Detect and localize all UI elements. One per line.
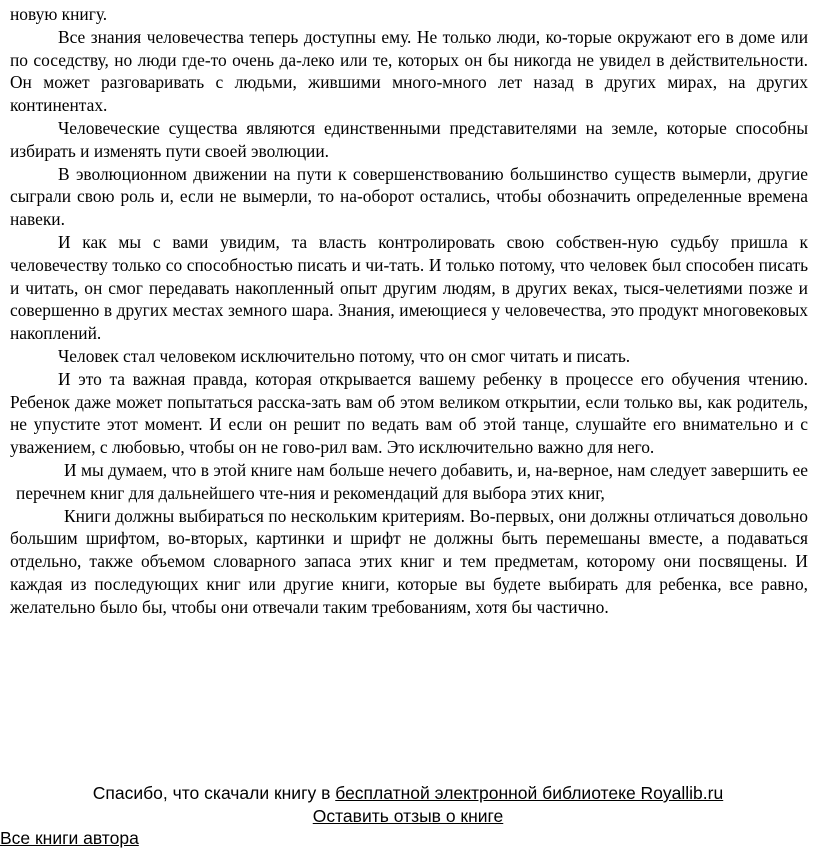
review-link[interactable]: Оставить отзыв о книге <box>312 806 504 826</box>
document-body <box>10 3 808 619</box>
paragraph: Все знания человечества теперь доступны ему. Не только люди, ко-торые окружают его в доме или по соседству, но люди где-то очень да-леко или те, которых он бы никогда не увидел в действительности. Он может разговаривать с людьми, жившими много-много лет назад в других мирах, на других континентах. <box>10 26 808 116</box>
paragraph: Человеческие существа являются единственными представителями на земле, которые способны избирать и изменять пути своей эволюции. <box>10 117 808 161</box>
footer-review-line <box>0 806 816 827</box>
paragraph: И как мы с вами увидим, та власть контролировать свою собствен-ную судьбу пришла к человечеству только со способностью писать и чи-тать. И только потому, что человек был способен писать и читать, он смог передавать накопленный опыт другим людям, в других веках, тыся-челетиями позже и совершенно в других местах земного шара. Знания, имеющиеся у человечества, это продукт многовековых накоплений. <box>10 231 808 344</box>
footer-thanks-text: Спасибо, что скачали книгу в <box>92 783 336 803</box>
paragraph: И это та важная правда, которая открывается вашему ребенку в процессе его обучения чтению. Ребенок даже может попытаться расска-зать вам об этом великом открытии, если только вы, как родитель, не упустите этот момент. И если он решит по ведать вам об этой танце, слушайте его внимательно и с уважением, с любовью, чтобы он не гово-рил вам. Это исключительно важно для него. <box>10 368 808 458</box>
footer-thanks-line <box>0 783 816 804</box>
library-link[interactable]: бесплатной электронной библиотеке Royallib.ru <box>335 783 724 803</box>
author-books-link[interactable]: Все книги автора <box>0 828 139 848</box>
footer-author-line <box>0 828 816 849</box>
paragraph: И мы думаем, что в этой книге нам больше нечего добавить, и, на-верное, нам следует завершить ее перечнем книг для дальнейшего чте-ния и рекомендаций для выбора этих книг, <box>16 459 808 503</box>
paragraph: В эволюционном движении на пути к совершенствованию большинство существ вымерли, другие сыграли свою роль и, если не вымерли, то на-оборот остались, чтобы обозначить определенные времена навеки. <box>10 163 808 230</box>
paragraph: новую книгу. <box>10 4 108 24</box>
paragraph: Человек стал человеком исключительно потому, что он смог читать и писать. <box>58 345 631 366</box>
paragraph: Книги должны выбираться по нескольким критериям. Во-первых, они должны отличаться довольно большим шрифтом, во-вторых, картинки и шрифт не должны быть перемешаны вместе, а подаваться отдельно, также объемом словарного запаса этих книг и тем предметам, которому они посвящены. И каждая из последующих книг или другие книги, которые вы будете выбирать для ребенка, все равно, желательно было бы, чтобы они отвечали таким требованиям, хотя бы частично. <box>10 505 808 617</box>
